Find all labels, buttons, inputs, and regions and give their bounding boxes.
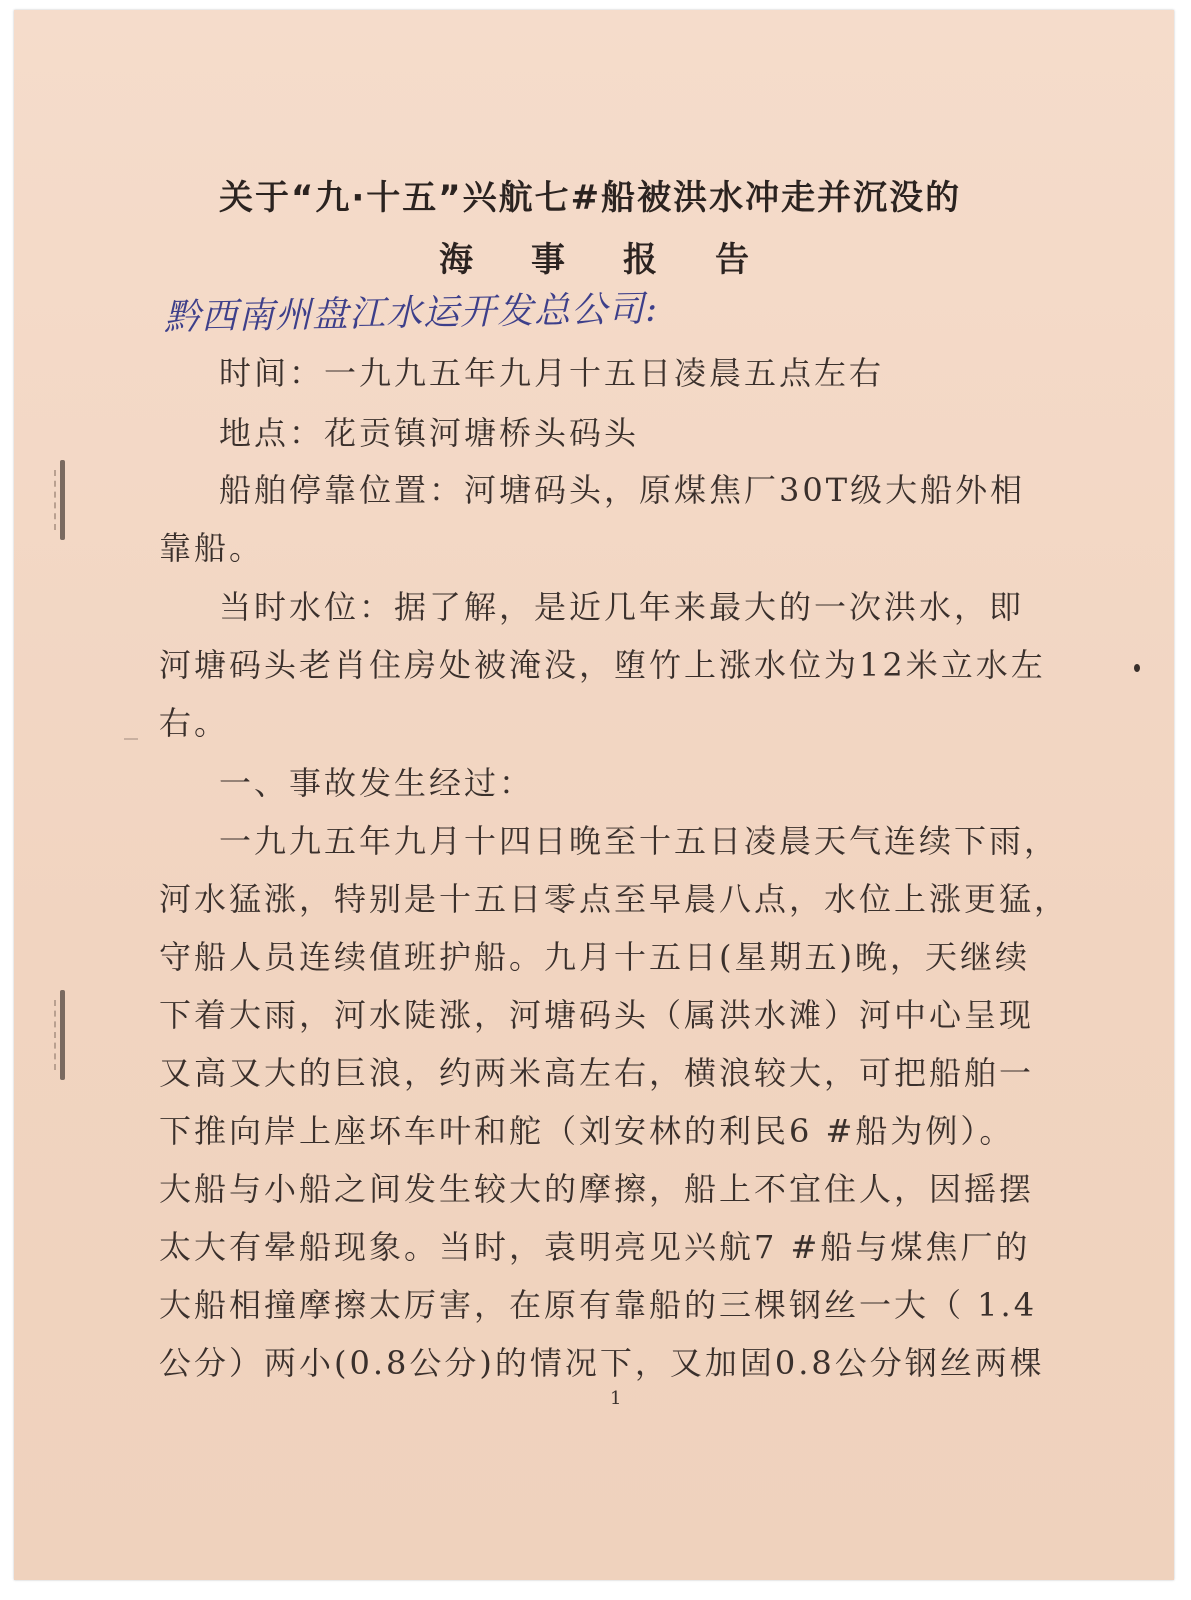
text-line-time: 时间：一九九五年九月十五日凌晨五点左右: [219, 354, 885, 392]
page-number: 1: [610, 1388, 622, 1409]
document-title: 关于“九·十五”兴航七#船被洪水冲走并沉没的: [219, 178, 962, 218]
paragraph-line: 下推向岸上座坏车叶和舵（刘安林的利民6 #船为例）。: [159, 1112, 1015, 1150]
text-line-location: 地点：花贡镇河塘桥头码头: [219, 414, 640, 452]
paragraph-line: 太大有晕船现象。当时，袁明亮见兴航7 #船与煤焦厂的: [159, 1228, 1031, 1266]
paragraph-line: 守船人员连续值班护船。九月十五日(星期五)晚，天继续: [159, 938, 1030, 976]
text-line-berth-position: 船舶停靠位置：河塘码头，原煤焦厂30T级大船外相: [219, 471, 1026, 509]
paragraph-line: 一九九五年九月十四日晚至十五日凌晨天气连续下雨，: [219, 822, 1060, 860]
paragraph-line: 下着大雨，河水陡涨，河塘码头（属洪水滩）河中心呈现: [159, 996, 1035, 1034]
text-line-water-level-cont: 河塘码头老肖住房处被淹没，堕竹上涨水位为12米立水左: [159, 646, 1046, 684]
text-line-water-level: 当时水位：据了解，是近几年来最大的一次洪水，即: [219, 588, 1025, 626]
section-heading-incident: 一、事故发生经过：: [219, 764, 535, 802]
staple-hole-marks: [54, 1000, 70, 1070]
paragraph-line: 公分）两小(0.8公分)的情况下，又加固0.8公分钢丝两棵: [159, 1344, 1045, 1382]
paragraph-line: 大船与小船之间发生较大的摩擦，船上不宜住人，因摇摆: [159, 1170, 1035, 1208]
faint-mark: [124, 738, 138, 740]
handwritten-addressee: 黔西南州盘江水运开发总公司:: [163, 288, 659, 339]
ink-speck: [1134, 664, 1140, 672]
text-line-berth-position-cont: 靠船。: [159, 529, 265, 567]
document-subtitle: 海事报告: [439, 240, 807, 280]
paragraph-line: 河水猛涨，特别是十五日零点至早晨八点，水位上涨更猛，: [159, 880, 1070, 918]
staple-hole-marks: [54, 470, 70, 530]
paragraph-line: 又高又大的巨浪，约两米高左右，横浪较大，可把船舶一: [159, 1054, 1035, 1092]
document-page: [14, 10, 1174, 1580]
paragraph-line: 大船相撞摩擦太厉害，在原有靠船的三棵钢丝一大（ 1.4: [159, 1286, 1038, 1324]
text-line-water-level-end: 右。: [159, 704, 230, 742]
